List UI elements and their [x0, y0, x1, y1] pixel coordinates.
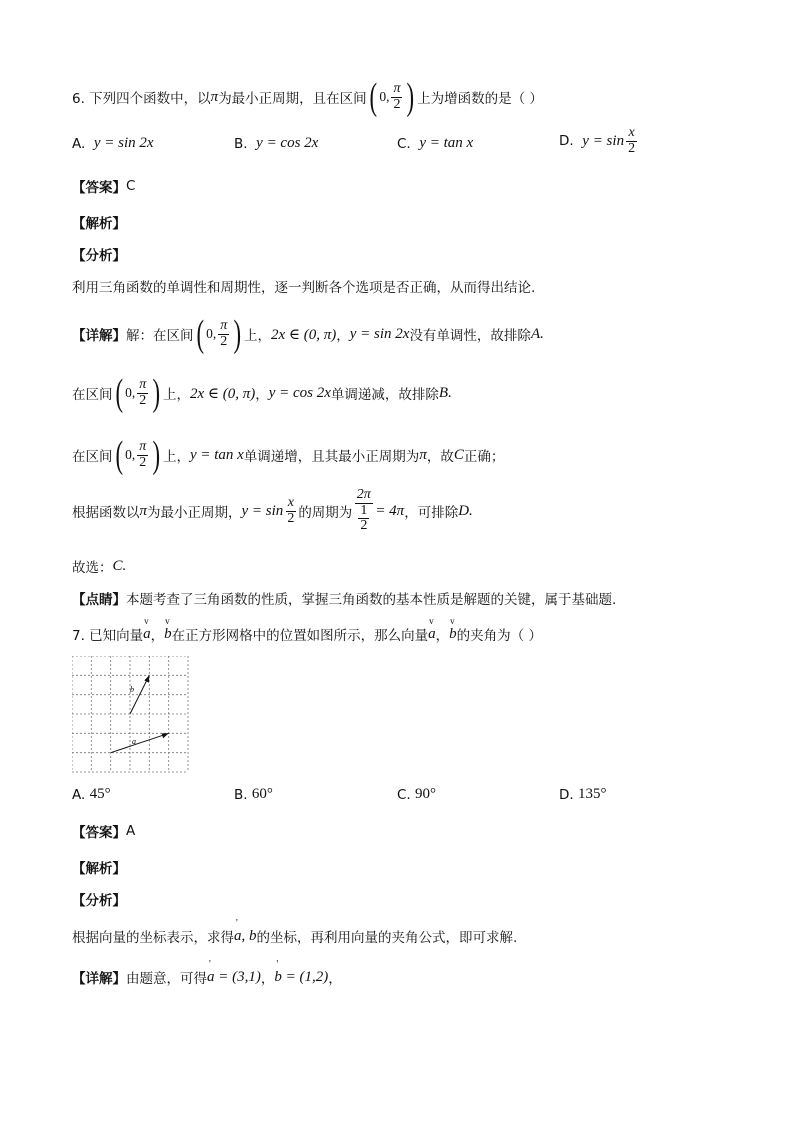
q7-fenxi-text	[72, 926, 517, 946]
option-letter: A.	[72, 786, 86, 803]
q6-guxuan	[72, 556, 126, 576]
q7-stem-b: 在正方形网格中的位置如图所示，那么向量	[171, 628, 429, 644]
pi-over-2	[391, 82, 402, 112]
detail-math: y = sin 2x	[349, 325, 410, 342]
answer-tag: 【答案】	[72, 180, 126, 196]
frac-num: π	[220, 317, 228, 333]
frac-num: π	[139, 438, 147, 454]
option-letter: B.	[234, 786, 248, 803]
detail-text: 的周期为	[298, 505, 353, 522]
q6-stem-suffix: 上为增函数的是（ ）	[417, 91, 543, 107]
detail-text: 为最小正周期，	[147, 505, 242, 522]
detail-text: 在区间	[72, 449, 113, 465]
q6-stem-mid: 为最小正周期，且在区间	[218, 91, 367, 107]
detail-math: y = tan x	[189, 446, 244, 463]
option-expr: 60°	[251, 786, 273, 802]
q7-answer	[72, 821, 135, 841]
q7-option-c[interactable]	[397, 786, 436, 803]
option-expr: y = sin 2x	[93, 135, 154, 151]
option-expr: y = sin	[582, 132, 625, 149]
option-expr: y = tan x	[419, 135, 474, 151]
vector-a: v a	[143, 626, 151, 643]
q6-option-a[interactable]	[72, 135, 154, 152]
q6-detail-4	[72, 488, 473, 534]
frac-num: π	[139, 376, 147, 392]
pi-over-2	[137, 440, 148, 470]
detail-text: 根据向量的坐标表示，求得	[72, 930, 234, 946]
pi-over-2	[218, 319, 229, 349]
option-expr: 45°	[89, 786, 111, 802]
option-letter: C.	[397, 135, 411, 152]
detail-text: 正确；	[463, 449, 505, 465]
detail-text: ，可排除	[404, 505, 459, 522]
answer-tag: 【答案】	[72, 825, 126, 841]
detail-math: 2x ∈ (0, π)	[189, 385, 256, 402]
frac-den	[354, 504, 373, 534]
interval-0-pi-2: ( 0, $\frac{\pi}{2}$ )	[115, 434, 161, 476]
detail-text: ，	[260, 971, 275, 987]
q6-option-c[interactable]	[397, 135, 473, 152]
vector-grid-figure	[72, 656, 190, 774]
q7-jiexi: 【解析】	[72, 861, 126, 877]
q6-detail-2	[72, 374, 452, 412]
x-over-2	[285, 496, 296, 526]
frac-den: 2	[628, 140, 636, 156]
vectors-a-b: ' a, b	[234, 928, 257, 945]
option-letter: C.	[397, 786, 411, 803]
q7-option-d[interactable]	[559, 786, 606, 803]
vector-b-coords: ' b = (1,2)	[274, 969, 328, 986]
detail-text: ，故	[426, 449, 454, 465]
pi-over-2	[137, 378, 148, 408]
interval-zero: 0,	[125, 447, 136, 462]
interval-zero: 0,	[125, 385, 136, 400]
q6-jiexi: 【解析】	[72, 216, 126, 232]
detail-math: π	[139, 502, 148, 519]
interval-zero: 0,	[379, 89, 390, 104]
q7-stem-a: 7. 已知向量	[72, 628, 144, 644]
frac-den: 2	[220, 333, 228, 349]
detail-text: 上，	[162, 387, 190, 403]
vector-b: v b	[164, 626, 172, 643]
q7-stem	[72, 624, 542, 644]
q7-fenxi: 【分析】	[72, 893, 126, 909]
q6-dianjing	[72, 588, 616, 608]
option-letter: B.	[234, 135, 248, 152]
detail-math: 2x ∈ (0, π)	[270, 326, 337, 343]
interval-0-pi-2: ( 0, $\frac{\pi}{2}$ )	[115, 372, 161, 414]
x-over-2	[626, 126, 637, 156]
detail-text: 没有单调性，故排除	[409, 328, 531, 344]
detail-math: A.	[530, 325, 544, 342]
q7-stem-c: 的夹角为（ ）	[456, 628, 542, 644]
option-expr: y = cos 2x	[256, 135, 319, 151]
detail-text: 单调递减，故排除	[330, 387, 439, 403]
detail-text: 根据函数以	[72, 505, 140, 522]
detail-text: 上，	[243, 328, 271, 344]
dianjing-text: 本题考查了三角函数的性质，掌握三角函数的基本性质是解题的关键，属于基础题.	[126, 592, 617, 608]
q6-detail-3	[72, 436, 504, 474]
q6-fenxi: 【分析】	[72, 248, 126, 264]
frac-num: x	[628, 125, 635, 140]
guxuan-label: 故选：	[72, 560, 113, 576]
detail-math: D.	[458, 502, 473, 519]
pi-symbol: π	[210, 88, 219, 105]
option-expr: 135°	[577, 786, 607, 802]
label-a: a	[132, 737, 136, 746]
q6-option-b[interactable]	[234, 135, 318, 152]
vector-a-arrow	[111, 733, 169, 752]
q6-fenxi-text: 利用三角函数的单调性和周期性，逐一判断各个选项是否正确，从而得出结论.	[72, 280, 536, 296]
detail-math: = 4π	[375, 502, 405, 519]
answer-value: C	[126, 178, 136, 194]
interval-0-pi-2: ( 0, $\frac{\pi}{2}$ )	[196, 313, 242, 355]
frac-den: 2	[139, 392, 147, 408]
vector-a-coords: ' a = (3,1)	[207, 969, 261, 986]
interval-zero: 0,	[206, 326, 217, 341]
option-letter: D.	[559, 133, 574, 150]
option-letter: D.	[559, 786, 574, 803]
detail-text: ，	[255, 387, 269, 403]
detail-math: B.	[438, 384, 452, 401]
option-letter: A.	[72, 135, 86, 152]
option-expr: 90°	[415, 786, 437, 802]
one-half	[358, 504, 369, 534]
detail-math: C	[453, 446, 464, 463]
q7-detail	[72, 967, 342, 987]
detail-math: y = cos 2x	[268, 384, 331, 401]
q6-stem	[72, 78, 543, 116]
q6-stem-prefix: 6. 下列四个函数中，以	[72, 91, 211, 107]
frac-num: x	[287, 494, 294, 510]
frac-den: 2	[287, 510, 295, 526]
frac-den: 2	[393, 96, 401, 112]
vector-a: v a	[428, 626, 436, 643]
period-fraction	[354, 488, 373, 534]
frac-num: π	[393, 80, 401, 96]
comma: ，	[150, 628, 165, 644]
detail-text: 上，	[162, 449, 190, 465]
q6-option-d[interactable]	[559, 126, 639, 156]
detail-tag: 【详解】	[72, 971, 126, 987]
detail-text: ，	[328, 971, 342, 987]
frac-num: 1	[360, 502, 368, 518]
frac-den: 2	[360, 518, 368, 534]
q6-answer	[72, 176, 135, 196]
detail-text: 的坐标，再利用向量的夹角公式，即可求解.	[256, 930, 518, 946]
interval-0-pi-2: ( 0, $\frac{\pi}{2}$ )	[369, 76, 415, 118]
q7-option-a[interactable]	[72, 786, 111, 803]
detail-math: y = sin	[241, 502, 284, 519]
detail-text: ，	[336, 328, 350, 344]
vector-b: v b	[449, 626, 457, 643]
q6-detail-1	[72, 315, 544, 353]
q7-option-b[interactable]	[234, 786, 273, 803]
dianjing-tag: 【点睛】	[72, 592, 126, 608]
frac-den: 2	[139, 454, 147, 470]
frac-num: 2π	[356, 487, 371, 502]
detail-text: 解：在区间	[126, 328, 194, 344]
comma: ，	[435, 628, 450, 644]
answer-value: A	[126, 823, 136, 839]
detail-text: 由题意，可得	[126, 971, 207, 987]
detail-text: 单调递增，且其最小正周期为	[243, 449, 420, 465]
label-b: b	[130, 685, 134, 694]
detail-math: π	[419, 446, 427, 463]
guxuan-value: C.	[112, 557, 127, 574]
detail-tag: 【详解】	[72, 328, 126, 344]
detail-text: 在区间	[72, 387, 113, 403]
